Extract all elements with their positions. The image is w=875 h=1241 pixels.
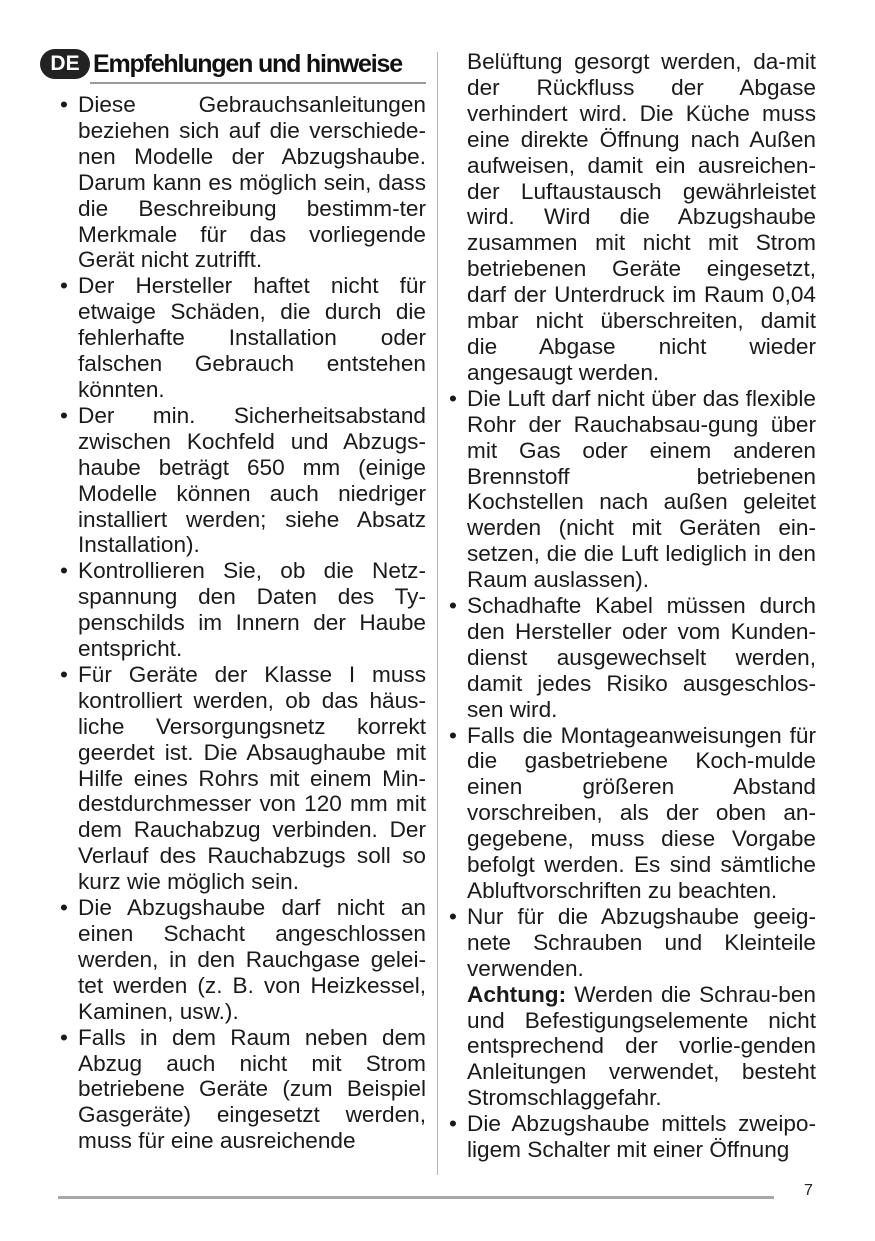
warning-label: Achtung: [467,981,567,1007]
list-item-text: Die Abzugshaube mittels zweipo-ligem Schalter mit einer Öffnung [467,1111,816,1163]
bullet-icon: • [60,402,68,428]
list-item-text: Kontrollieren Sie, ob die Netz-spannung den Daten des Ty-penschilds im Innern der Haube entspricht. [78,558,426,662]
list-item [40,273,426,403]
bullet-icon: • [60,895,68,921]
list-item-text: Die Luft darf nicht über das flexible Rohr der Rauchabsau-gung über mit Gas oder einem anderen Brennstoff betriebenen Kochstellen nach außen geleitet werden (nicht mit Geräten ein-setzen, die die Luft lediglich in den Raum auslassen). [467,385,816,593]
list-item [449,593,816,723]
page-number: 7 [804,1182,813,1199]
list-item-text: Nur für die Abzugshaube geeig-nete Schrauben und Kleinteile verwenden. [467,903,816,981]
warning-text: Werden die Schrau-ben und Befestigungselemente nicht entsprechend der vorlie-genden Anleitungen verwendet, besteht Stromschlaggefahr. [467,981,816,1111]
footer-rule [58,1196,774,1199]
bullet-icon: • [60,1024,68,1050]
section-title: Empfehlungen und hinweise [93,49,402,78]
list-item [40,1025,426,1155]
bullet-icon: • [449,903,457,929]
list-item-text: Die Abzugshaube darf nicht an einen Schacht angeschlossen werden, in den Rauchgase gelei-tet werden (z. B. von Heizkessel, Kaminen, usw.). [78,895,426,1024]
bullet-icon: • [60,558,68,584]
list-item-text: Schadhafte Kabel müssen durch den Hersteller oder vom Kunden-dienst ausgewechselt werden, damit jedes Risiko ausgeschlos-sen wird. [467,593,816,722]
list-item-text: Für Geräte der Klasse I muss kontrolliert werden, ob das häus-liche Versorgungsnetz korrekt geerdet ist. Die Absaughaube mit Hilfe eines Rohrs mit einem Min-destdurchmesser von 120 mm mit dem Rauchabzug verbinden. Der Verlauf des Rauchabzugs soll so kurz wie möglich sein. [78,661,426,895]
list-item [449,723,816,904]
right-bullet-list [449,386,816,1163]
right-column [449,49,816,1163]
language-badge: DE [40,49,90,79]
list-item-text: Diese Gebrauchsanleitungen beziehen sich auf die verschiede-nen Modelle der Abzugshaube. Darum kann es möglich sein, dass die Beschreibung bestimm-ter Merkmale für das vorliegende Gerät nicht zutrifft. [78,92,426,273]
column-divider [437,52,438,1175]
list-item [40,92,426,273]
list-item [40,662,426,895]
list-item [40,403,426,558]
bullet-icon: • [449,1111,457,1137]
continued-paragraph: Belüftung gesorgt werden, da-mit der Rückfluss der Abgase verhindert wird. Die Küche muss eine direkte Öffnung nach Außen aufweisen, damit ein ausreichen-der Luftaustausch gewährleistet wird. Wird die Abzugshaube zusammen mit nicht mit Strom betriebenen Geräte eingesetzt, darf der Unterdruck im Raum 0,04 mbar nicht überschreiten, damit die Abgase nicht wieder angesaugt werden. [467,49,816,385]
list-item-text: Der Hersteller haftet nicht für etwaige Schäden, die durch die fehlerhafte Installation oder falschen Gebrauch entstehen könnten. [78,273,426,402]
bullet-icon: • [449,385,457,411]
list-item [449,1111,816,1163]
warning-note [467,982,816,1112]
left-bullet-list [40,92,426,1154]
list-item [40,558,426,662]
bullet-icon: • [449,593,457,619]
list-item [449,386,816,593]
list-item [40,895,426,1025]
list-item [449,904,816,1111]
section-header [40,46,426,82]
bullet-icon: • [60,273,68,299]
bullet-icon: • [60,661,68,687]
list-item-text: Der min. Sicherheitsabstand zwischen Kochfeld und Abzugs-haube beträgt 650 mm (einige Modelle können auch niedriger installiert werden; siehe Absatz Installation). [78,402,426,558]
list-item-text: Falls die Montageanweisungen für die gasbetriebene Koch-mulde einen größeren Abstand vorschreiben, als der oben an-gegebene, muss diese Vorgabe befolgt werden. Es sind sämtliche Abluftvorschriften zu beachten. [467,722,816,903]
title-underline [90,82,426,84]
left-column [40,46,426,1154]
list-item-text: Falls in dem Raum neben dem Abzug auch nicht mit Strom betriebene Geräte (zum Beispiel Gasgeräte) eingesetzt werden, muss für eine ausreichende [78,1024,426,1154]
bullet-icon: • [60,92,68,117]
bullet-icon: • [449,722,457,748]
